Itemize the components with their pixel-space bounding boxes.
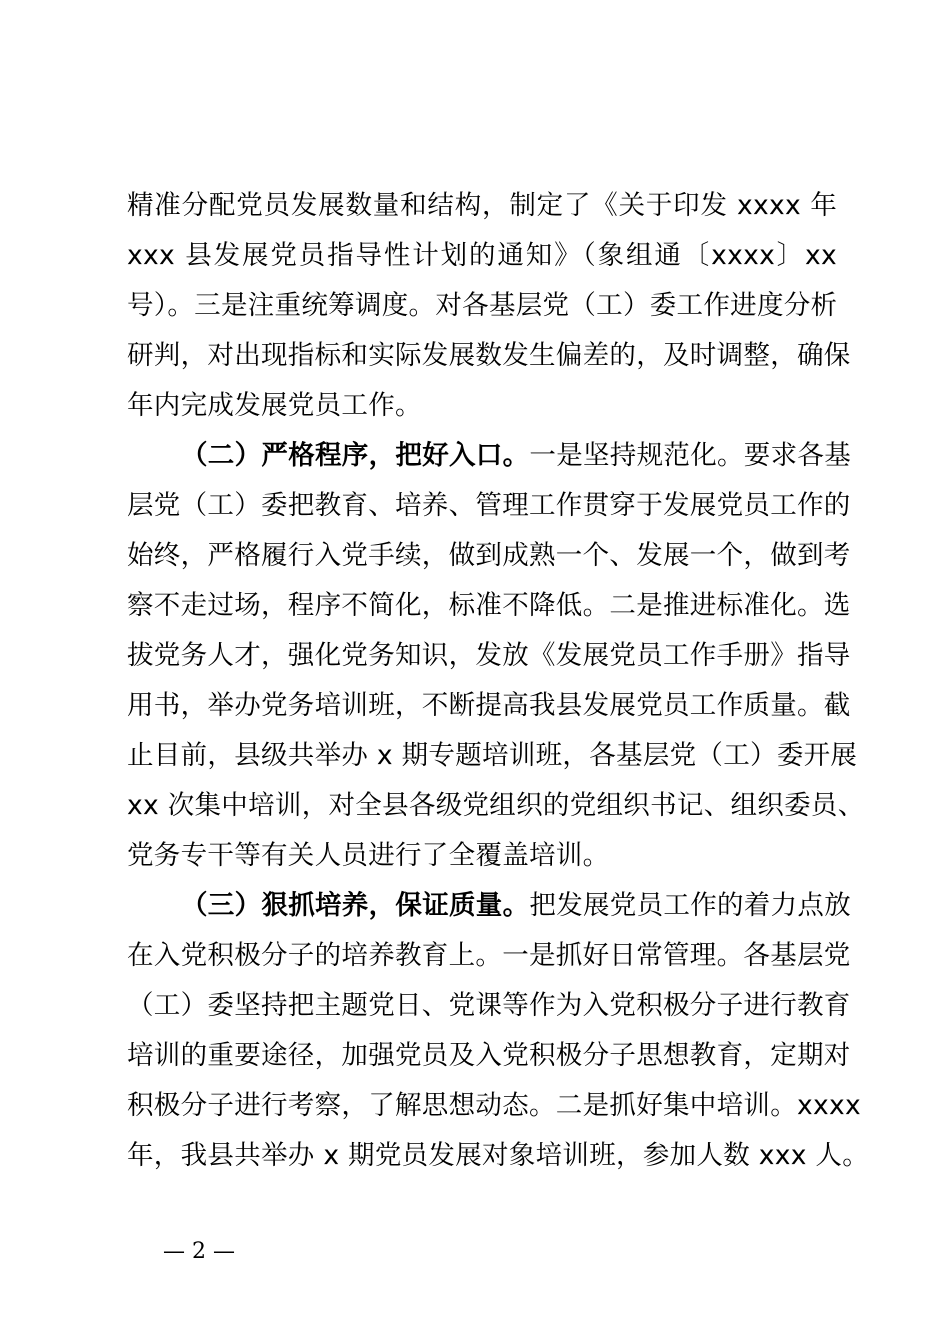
body-text-line: 研判，对出现指标和实际发展数发生偏差的，及时调整，确保 [127, 340, 851, 371]
section-heading: （二）严格程序，把好入口。 [181, 440, 530, 471]
body-text-line: 年内完成发展党员工作。 [127, 390, 422, 421]
body-text-line: 培训的重要途径，加强党员及入党积极分子思想教育，定期对 [127, 1040, 851, 1071]
body-text-line: 拔党务人才，强化党务知识，发放《发展党员工作手册》指导 [127, 640, 851, 671]
page-number: — 2 — [163, 1239, 235, 1264]
section-heading-line [181, 431, 852, 481]
body-text-line: 察不走过场，程序不简化，标准不降低。二是推进标准化。选 [127, 590, 851, 621]
body-text: 一是坚持规范化。要求各基 [529, 440, 852, 471]
body-text: 把发展党员工作的着力点放 [529, 890, 852, 921]
section-heading-line [181, 881, 852, 931]
body-text-line: xx 次集中培训，对全县各级党组织的党组织书记、组织委员、 [127, 790, 865, 821]
body-text-line: 年，我县共举办 x 期党员发展对象培训班，参加人数 xxx 人。 [127, 1140, 870, 1171]
body-text-line: 精准分配党员发展数量和结构，制定了《关于印发 xxxx 年 [127, 190, 837, 221]
body-text-line: 在入党积极分子的培养教育上。一是抓好日常管理。各基层党 [127, 940, 851, 971]
body-text-line: xxx 县发展党员指导性计划的通知》（象组通〔xxxx〕xx [127, 240, 837, 271]
body-text-line: 用书，举办党务培训班，不断提高我县发展党员工作质量。截 [127, 690, 851, 721]
body-text-line: 止目前，县级共举办 x 期专题培训班，各基层党（工）委开展 [127, 740, 858, 771]
section-heading: （三）狠抓培养，保证质量。 [181, 890, 530, 921]
body-text-line: 层党（工）委把教育、培养、管理工作贯穿于发展党员工作的 [127, 490, 851, 521]
body-text-line: 积极分子进行考察，了解思想动态。二是抓好集中培训。xxxx [127, 1090, 861, 1121]
body-text-line: （工）委坚持把主题党日、党课等作为入党积极分子进行教育 [127, 990, 851, 1021]
body-text-line: 始终，严格履行入党手续，做到成熟一个、发展一个，做到考 [127, 540, 851, 571]
body-text-line: 党务专干等有关人员进行了全覆盖培训。 [127, 840, 610, 871]
body-text-line: 号）。三是注重统筹调度。对各基层党（工）委工作进度分析 [127, 290, 838, 321]
